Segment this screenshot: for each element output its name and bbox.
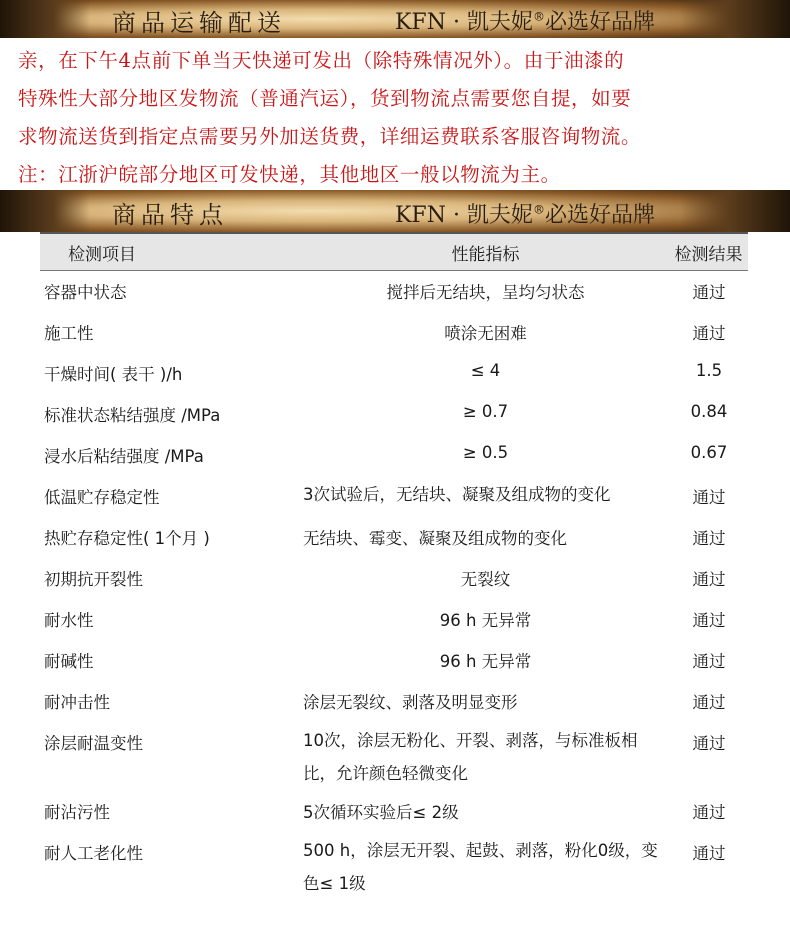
row-result: 通过 <box>692 488 726 507</box>
notice-line: 特殊性大部分地区发物流（普通汽运），货到物流点需要您自提，如要 <box>18 87 632 110</box>
table-row <box>40 832 748 901</box>
table-row <box>40 394 748 435</box>
row-item: 初期抗开裂性 <box>44 570 143 589</box>
row-spec: 无裂纹 <box>460 570 511 589</box>
row-result: 通过 <box>692 734 726 753</box>
row-item: 干燥时间( 表干 )/h <box>44 365 183 384</box>
row-spec: 5次循环实验后≤ 2级 <box>303 803 459 822</box>
row-spec: 涂层无裂纹、剥落及明显变形 <box>303 693 518 712</box>
shipping-banner-title: 商品运输配送 <box>112 9 286 37</box>
row-spec: 500 h，涂层无开裂、起鼓、剥落，粉化0级，变色≤ 1级 <box>303 841 658 893</box>
row-item: 耐碱性 <box>44 652 94 671</box>
row-item: 浸水后粘结强度 /MPa <box>44 447 204 466</box>
row-result: 0.67 <box>690 443 728 462</box>
table-row <box>40 476 748 517</box>
notice-line: 求物流送货到指定点需要另外加送货费，详细运费联系客服咨询物流。 <box>18 125 642 148</box>
notice-line: 亲，在下午4点前下单当天快递可发出（除特殊情况外）。由于油漆的 <box>18 49 625 72</box>
row-item: 标准状态粘结强度 /MPa <box>44 406 221 425</box>
row-spec: 喷涂无困难 <box>444 324 527 343</box>
row-item: 耐人工老化性 <box>44 844 143 863</box>
table-row <box>40 558 748 599</box>
table-row <box>40 681 748 722</box>
header-result: 检测结果 <box>674 244 743 265</box>
shipping-notice <box>0 38 790 190</box>
shipping-banner <box>0 0 790 38</box>
features-banner-title: 商品特点 <box>112 201 228 229</box>
brand-slogan: KFN · 凯夫妮®必选好品牌 <box>395 9 655 35</box>
row-spec: 96 h 无异常 <box>439 611 532 630</box>
notice-line: 注：江浙沪皖部分地区可发快递，其他地区一般以物流为主。 <box>18 163 561 186</box>
table-row <box>40 517 748 558</box>
row-spec: 96 h 无异常 <box>439 652 532 671</box>
row-item: 施工性 <box>44 324 94 343</box>
row-spec: 搅拌后无结块，呈均匀状态 <box>386 283 585 302</box>
row-spec: 10次，涂层无粉化、开裂、剥落，与标准板相比，允许颜色轻微变化 <box>303 731 638 783</box>
row-result: 0.84 <box>690 402 728 421</box>
row-result: 通过 <box>692 529 726 548</box>
row-result: 通过 <box>692 611 726 630</box>
row-item: 耐水性 <box>44 611 94 630</box>
row-result: 通过 <box>692 570 726 589</box>
row-item: 耐沾污性 <box>44 803 110 822</box>
table-row <box>40 599 748 640</box>
brand-slogan: KFN · 凯夫妮®必选好品牌 <box>395 202 655 228</box>
table-row <box>40 312 748 353</box>
table-row <box>40 640 748 681</box>
row-result: 通过 <box>692 652 726 671</box>
row-result: 1.5 <box>695 361 723 380</box>
table-row <box>40 722 748 791</box>
row-spec: ≤ 4 <box>470 361 501 380</box>
row-item: 低温贮存稳定性 <box>44 488 160 507</box>
row-result: 通过 <box>692 844 726 863</box>
row-spec: 3次试验后，无结块、凝聚及组成物的变化 <box>303 485 611 504</box>
table-row <box>40 271 748 313</box>
row-item: 耐冲击性 <box>44 693 110 712</box>
table-row <box>40 791 748 832</box>
row-item: 容器中状态 <box>44 283 127 302</box>
spec-table <box>40 232 748 901</box>
header-spec: 性能指标 <box>451 244 520 265</box>
row-result: 通过 <box>692 324 726 343</box>
row-spec: ≥ 0.5 <box>462 443 509 462</box>
row-spec: 无结块、霉变、凝聚及组成物的变化 <box>303 529 567 548</box>
features-banner <box>0 190 790 232</box>
header-item: 检测项目 <box>68 244 136 265</box>
table-header-row <box>40 233 748 271</box>
row-item: 热贮存稳定性( 1个月 ) <box>44 529 210 548</box>
row-result: 通过 <box>692 283 726 302</box>
table-row <box>40 435 748 476</box>
row-spec: ≥ 0.7 <box>462 402 509 421</box>
row-result: 通过 <box>692 803 726 822</box>
row-item: 涂层耐温变性 <box>44 734 143 753</box>
table-row <box>40 353 748 394</box>
row-result: 通过 <box>692 693 726 712</box>
